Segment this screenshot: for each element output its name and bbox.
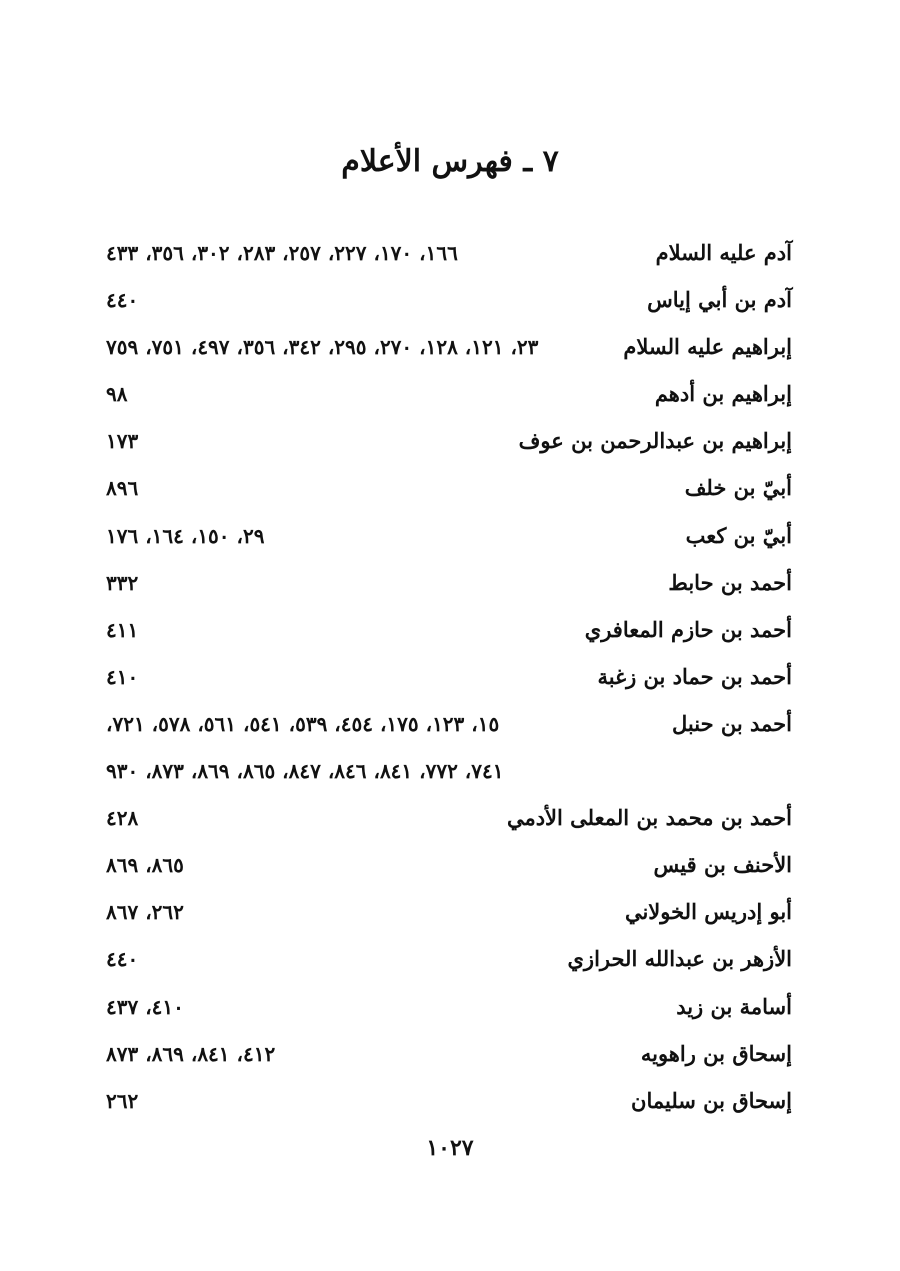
index-entry bbox=[100, 513, 792, 560]
index-entry bbox=[100, 560, 792, 607]
entry-name: الأزهر بن عبدالله الحرازي bbox=[567, 946, 792, 972]
entry-name: إبراهيم عليه السلام bbox=[623, 334, 792, 360]
index-entry bbox=[100, 465, 792, 512]
index-entry bbox=[100, 654, 792, 701]
entry-pages: ٤١٠ bbox=[106, 664, 139, 689]
entry-pages: ٤٤٠ bbox=[106, 947, 139, 972]
entry-name: إسحاق بن راهويه bbox=[640, 1040, 792, 1066]
index-entry bbox=[100, 418, 792, 465]
index-entry bbox=[100, 795, 792, 842]
entry-pages: ٤١١ bbox=[106, 617, 139, 642]
index-entry bbox=[100, 324, 792, 371]
index-entry bbox=[100, 1031, 792, 1078]
index-entry bbox=[100, 1078, 792, 1125]
index-entry bbox=[100, 842, 792, 889]
entry-pages: ١٦٦، ١٧٠، ٢٢٧، ٢٥٧، ٢٨٣، ٣٠٢، ٣٥٦، ٤٣٣ bbox=[106, 241, 458, 265]
entry-name: الأحنف بن قيس bbox=[653, 852, 792, 878]
entry-name: أحمد بن محمد بن المعلى الأدمي bbox=[506, 805, 792, 831]
entry-pages: ٤٤٠ bbox=[106, 288, 139, 313]
index-entry bbox=[100, 936, 792, 983]
entry-pages: ٣٣٢ bbox=[106, 570, 139, 595]
entry-pages: ٨٩٦ bbox=[106, 476, 139, 501]
entry-name: أبيّ بن كعب bbox=[685, 522, 792, 548]
entry-pages: ٤٢٨ bbox=[106, 806, 139, 831]
entry-pages: ٩٨ bbox=[106, 382, 128, 407]
index-entry bbox=[100, 230, 792, 277]
index-entry bbox=[100, 371, 792, 418]
page-number: ١٠٢٧ bbox=[426, 1135, 474, 1161]
entry-pages: ٨٦٥، ٨٦٩ bbox=[106, 853, 184, 878]
entry-name: آدم عليه السلام bbox=[655, 240, 792, 265]
index-entries bbox=[100, 230, 792, 1125]
entry-pages: ٤١٢، ٨٤١، ٨٦٩، ٨٧٣ bbox=[106, 1041, 276, 1066]
index-entry bbox=[100, 277, 792, 324]
index-entry bbox=[100, 984, 792, 1031]
entry-pages: ٢٦٢، ٨٦٧ bbox=[106, 900, 184, 925]
entry-name: أبيّ بن خلف bbox=[684, 475, 792, 501]
entry-name: أحمد بن حازم المعافري bbox=[584, 616, 792, 642]
entry-name: آدم بن أبي إياس bbox=[647, 287, 792, 313]
entry-pages: ٤١٠، ٤٣٧ bbox=[106, 994, 184, 1019]
entry-name: إسحاق بن سليمان bbox=[631, 1087, 792, 1113]
entry-name: أحمد بن حابط bbox=[668, 569, 792, 595]
index-entry bbox=[100, 701, 792, 748]
entry-pages: ٢٩، ١٥٠، ١٦٤، ١٧٦ bbox=[106, 523, 265, 548]
index-entry-continuation bbox=[100, 748, 792, 795]
entry-pages: ١٧٣ bbox=[106, 429, 139, 454]
entry-pages: ١٥، ١٢٣، ١٧٥، ٤٥٤، ٥٣٩، ٥٤١، ٥٦١، ٥٧٨، ٧٢١، bbox=[106, 711, 500, 736]
entry-name: إبراهيم بن عبدالرحمن بن عوف bbox=[518, 428, 792, 454]
entry-name: إبراهيم بن أدهم bbox=[654, 381, 792, 407]
entry-pages: ٧٤١، ٧٧٢، ٨٤١، ٨٤٦، ٨٤٧، ٨٦٥، ٨٦٩، ٨٧٣، ٩٣٠ bbox=[106, 759, 504, 784]
page-title: ٧ ـ فهرس الأعلام bbox=[341, 144, 559, 179]
entry-name: أبو إدريس الخولاني bbox=[624, 899, 792, 925]
entry-name: أحمد بن حنبل bbox=[672, 710, 792, 736]
entry-name: أسامة بن زيد bbox=[676, 993, 792, 1019]
entry-pages: ٢٣، ١٢١، ١٢٨، ٢٧٠، ٢٩٥، ٣٤٢، ٣٥٦، ٤٩٧، ٧٥١، ٧٥٩ bbox=[106, 335, 539, 360]
entry-pages: ٢٦٢ bbox=[106, 1088, 139, 1113]
index-entry bbox=[100, 889, 792, 936]
entry-name: أحمد بن حماد بن زغبة bbox=[597, 663, 792, 689]
index-entry bbox=[100, 607, 792, 654]
